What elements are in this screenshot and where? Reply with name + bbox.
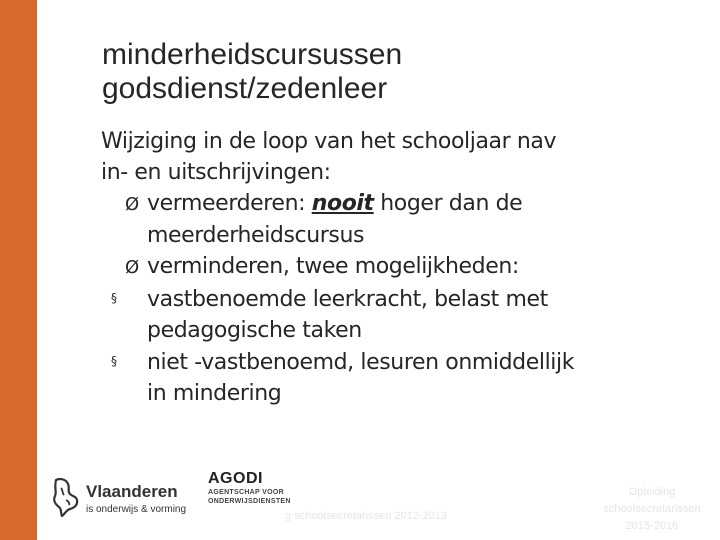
title-line: godsdienst/zedenleer	[102, 72, 388, 105]
intro-line: in- en uitschrijvingen:	[101, 160, 331, 185]
arrow-bullet-icon: Ø	[125, 257, 139, 278]
item-text: hoger dan de	[373, 191, 523, 216]
footer-right-line: Opleiding	[628, 486, 676, 498]
subitem-text: vastbenoemde leerkracht, belast met	[147, 287, 548, 312]
lion-icon	[50, 476, 80, 518]
square-bullet-icon: §	[111, 291, 117, 305]
title-line: minderheidscursussen	[102, 38, 403, 71]
square-bullet-icon: §	[111, 354, 117, 368]
agodi-name: AGODI	[208, 470, 263, 487]
subitem-text: niet -vastbenoemd, lesuren onmiddellijk	[147, 350, 575, 375]
list-item	[101, 188, 701, 220]
arrow-bullet-icon: Ø	[125, 194, 139, 215]
footer-right-line: schoolsecretarissen	[603, 503, 701, 515]
item-continuation: meerderheidscursus	[147, 223, 365, 248]
footer-center-text: g schoolsecretarissen 2012-2013	[285, 510, 448, 522]
item-text: verminderen, twee mogelijkheden:	[147, 254, 519, 279]
vlaanderen-subtitle: is onderwijs & vorming	[86, 504, 187, 515]
item-emphasis: nooit	[311, 191, 374, 216]
agodi-subtitle: AGENTSCHAP VOOR ONDERWIJSDIENSTEN	[208, 489, 291, 505]
sub-list-item	[101, 346, 701, 378]
intro-line: Wijziging in de loop van het schooljaar nav	[101, 129, 557, 154]
accent-side-bar	[0, 0, 37, 540]
slide-body	[101, 126, 701, 409]
subitem-continuation: pedagogische taken	[147, 318, 362, 343]
list-item	[101, 251, 701, 283]
vlaanderen-name: Vlaanderen	[86, 482, 178, 501]
footer-right-text	[582, 484, 720, 535]
sub-list-item	[101, 283, 701, 315]
vlaanderen-logo	[50, 472, 190, 522]
slide-title	[102, 38, 682, 106]
subitem-continuation: in mindering	[147, 381, 282, 406]
item-text: vermeerderen:	[147, 191, 312, 216]
footer-right-line: 2015-2016	[625, 520, 679, 532]
